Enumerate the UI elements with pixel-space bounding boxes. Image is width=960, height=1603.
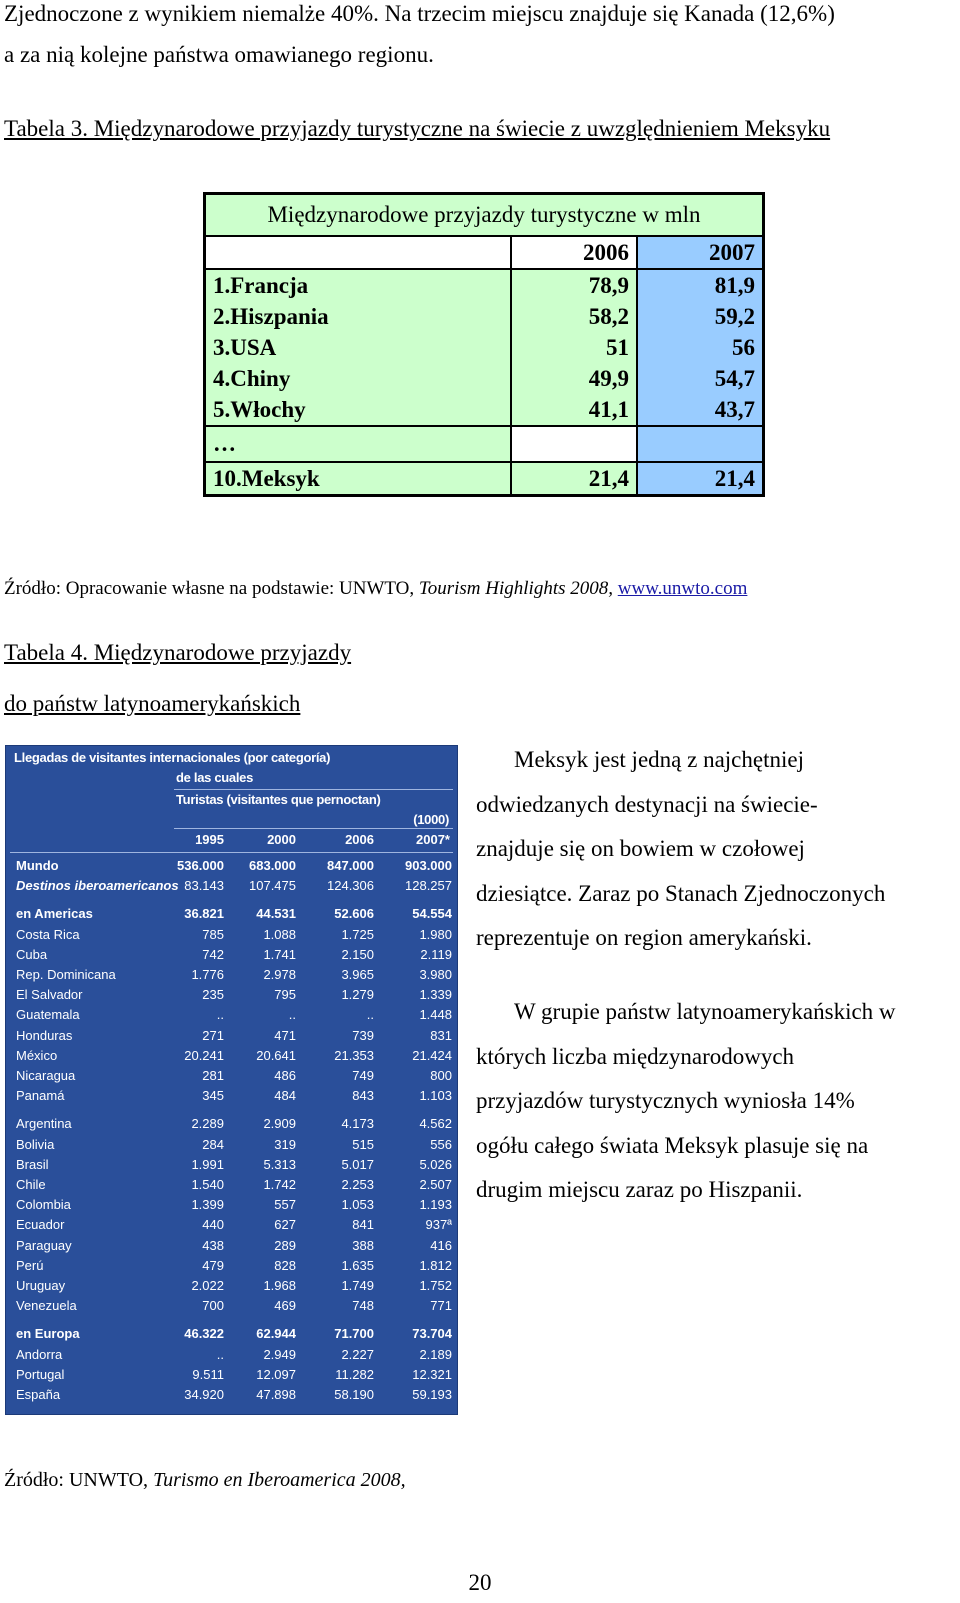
table-row bbox=[6, 1048, 457, 1068]
country-name: Ecuador bbox=[16, 1217, 65, 1233]
value-cell: 1.088 bbox=[263, 926, 296, 942]
country-name: en Americas bbox=[16, 906, 93, 922]
value-cell: 471 bbox=[274, 1027, 296, 1043]
value-cell: 742 bbox=[202, 946, 224, 962]
value-cell: 271 bbox=[202, 1027, 224, 1043]
table3-corner bbox=[205, 236, 512, 269]
table4-unit: (1000) bbox=[413, 812, 449, 827]
table-row bbox=[6, 1278, 457, 1298]
value-cell: 739 bbox=[352, 1027, 374, 1043]
text-line: odwiedzanych destynacji na świecie- bbox=[476, 791, 818, 817]
value-cell: 469 bbox=[274, 1298, 296, 1314]
value-cell: 2.119 bbox=[420, 946, 452, 962]
value-2006: 58,2 bbox=[511, 301, 637, 332]
value-cell: 1.399 bbox=[191, 1197, 224, 1213]
country-name: El Salvador bbox=[16, 987, 83, 1003]
value-cell: 21.424 bbox=[412, 1047, 452, 1063]
country-name: Venezuela bbox=[16, 1298, 77, 1314]
country-name: Brasil bbox=[16, 1156, 49, 1172]
value-cell: 1.339 bbox=[419, 987, 452, 1003]
value-cell: 3.965 bbox=[341, 967, 374, 982]
value-cell: 107.475 bbox=[249, 878, 296, 894]
value-cell: 1.540 bbox=[191, 1177, 224, 1192]
value-cell: 9.511 bbox=[192, 1366, 224, 1382]
value-cell: 843 bbox=[352, 1088, 374, 1104]
country-name: Colombia bbox=[16, 1197, 71, 1213]
source-title: Turismo en Iberoamerica 2008, bbox=[153, 1469, 406, 1491]
side-paragraph-1 bbox=[476, 738, 956, 961]
value-cell: 1.742 bbox=[263, 1177, 296, 1192]
value-cell: 438 bbox=[202, 1237, 224, 1253]
value-2006: 51 bbox=[511, 332, 637, 363]
value-2006: 21,4 bbox=[511, 462, 637, 496]
table-row bbox=[6, 1238, 457, 1258]
text-line: W grupie państw latynoamerykańskich w bbox=[514, 999, 896, 1024]
value-cell: 484 bbox=[274, 1088, 296, 1104]
value-cell: 12.097 bbox=[256, 1366, 296, 1382]
table-row bbox=[6, 1068, 457, 1088]
divider bbox=[174, 789, 453, 790]
table-row-ellipsis bbox=[205, 426, 764, 462]
value-cell: .. bbox=[288, 1007, 296, 1023]
value-cell: 828 bbox=[274, 1257, 296, 1273]
value-cell: 2.978 bbox=[263, 967, 296, 982]
value-cell: 2.150 bbox=[341, 946, 374, 962]
value-cell: 785 bbox=[202, 926, 224, 942]
country-name: Argentina bbox=[16, 1116, 72, 1132]
table3-caption: Tabela 3. Międzynarodowe przyjazdy turystyczne na świecie z uwzględnieniem Meksyku bbox=[4, 116, 831, 141]
country-name: Guatemala bbox=[16, 1007, 80, 1023]
table-row bbox=[6, 1197, 457, 1217]
table-row bbox=[205, 269, 764, 301]
value-cell: 2.507 bbox=[419, 1177, 452, 1192]
value-cell: 1.448 bbox=[419, 1007, 452, 1023]
value-cell: 319 bbox=[274, 1136, 296, 1152]
country-name: Perú bbox=[16, 1257, 44, 1273]
value-cell: 748 bbox=[352, 1298, 374, 1314]
value-cell: 58.190 bbox=[334, 1387, 374, 1402]
country-name: Honduras bbox=[16, 1027, 73, 1043]
ellipsis-cell: … bbox=[205, 426, 512, 462]
country-name: Cuba bbox=[16, 946, 48, 962]
value-cell: 46.322 bbox=[184, 1326, 224, 1342]
country-name: Chile bbox=[16, 1177, 46, 1192]
table4-year: 2006 bbox=[345, 832, 374, 847]
value-2007: 43,7 bbox=[637, 394, 764, 426]
value-cell: 2.227 bbox=[341, 1346, 374, 1362]
value-cell: 440 bbox=[202, 1217, 224, 1233]
table4-caption-line-1: Tabela 4. Międzynarodowe przyjazdy bbox=[4, 640, 352, 665]
divider bbox=[10, 852, 453, 853]
text-line: znajduje się on bowiem w czołowej bbox=[476, 836, 805, 861]
table-row bbox=[205, 332, 764, 363]
empty-cell bbox=[511, 426, 637, 462]
empty-cell bbox=[637, 426, 764, 462]
value-cell: 20.641 bbox=[256, 1047, 296, 1063]
country-name: Destinos iberoamericanos bbox=[16, 878, 179, 894]
country-name: España bbox=[16, 1387, 61, 1402]
text-line: drugim miejscu zaraz po Hiszpanii. bbox=[476, 1177, 803, 1202]
intro-line-1: Zjednoczone z wynikiem niemalże 40%. Na trzecim miejscu znajduje się Kanada (12,6%) bbox=[4, 1, 835, 26]
table-row bbox=[6, 1177, 457, 1197]
text-line: ogółu całego świata Meksyk plasuje się na bbox=[476, 1132, 869, 1158]
source-prefix: Źródło: UNWTO, bbox=[4, 1469, 154, 1491]
country-name: en Europa bbox=[16, 1326, 80, 1342]
source-title: Tourism Highlights 2008, bbox=[418, 578, 613, 599]
value-cell: 1.103 bbox=[419, 1088, 452, 1104]
table-row bbox=[6, 987, 457, 1007]
side-paragraph-2 bbox=[476, 990, 956, 1213]
value-cell: 937ª bbox=[425, 1217, 452, 1233]
text-line: reprezentuje on region amerykański. bbox=[476, 925, 812, 950]
country-name: 5.Włochy bbox=[205, 394, 512, 426]
value-cell: 73.704 bbox=[412, 1326, 452, 1342]
value-cell: 235 bbox=[202, 987, 224, 1003]
value-cell: 345 bbox=[202, 1088, 224, 1104]
table4-source bbox=[4, 1467, 406, 1493]
value-cell: 83.143 bbox=[184, 878, 224, 894]
value-cell: 831 bbox=[430, 1027, 452, 1043]
value-2006: 78,9 bbox=[511, 269, 637, 301]
table4-caption-line-2: do państw latynoamerykańskich bbox=[4, 691, 301, 716]
value-cell: 795 bbox=[274, 987, 296, 1003]
value-cell: 3.980 bbox=[419, 967, 452, 982]
value-cell: 5.313 bbox=[263, 1156, 296, 1172]
value-cell: .. bbox=[216, 1007, 224, 1023]
value-cell: 12.321 bbox=[412, 1366, 452, 1382]
value-cell: 800 bbox=[430, 1068, 452, 1083]
country-name: Uruguay bbox=[16, 1278, 66, 1293]
value-cell: 1.279 bbox=[341, 987, 374, 1003]
value-cell: 2.909 bbox=[263, 1116, 296, 1132]
text-line: których liczba międzynarodowych bbox=[476, 1043, 795, 1069]
value-cell: 1.980 bbox=[419, 926, 452, 942]
country-name: 4.Chiny bbox=[205, 363, 512, 394]
value-cell: 1.741 bbox=[263, 946, 296, 962]
value-cell: 36.821 bbox=[184, 906, 224, 922]
table4-category: Turistas (visitantes que pernoctan) bbox=[176, 792, 381, 807]
value-2007: 21,4 bbox=[637, 462, 764, 496]
value-cell: 1.635 bbox=[341, 1257, 374, 1273]
source-link[interactable]: www.unwto.com bbox=[617, 578, 748, 599]
value-cell: 749 bbox=[352, 1068, 374, 1083]
value-cell: 20.241 bbox=[184, 1047, 224, 1063]
value-cell: 2.289 bbox=[191, 1116, 224, 1132]
value-cell: 627 bbox=[274, 1217, 296, 1233]
country-name: 2.Hiszpania bbox=[205, 301, 512, 332]
country-name: Mundo bbox=[16, 858, 59, 873]
table3-year-2006: 2006 bbox=[511, 236, 637, 269]
value-cell: 1.991 bbox=[191, 1156, 224, 1172]
value-cell: 1.812 bbox=[419, 1257, 452, 1273]
value-cell: 289 bbox=[274, 1237, 296, 1253]
value-cell: 34.920 bbox=[184, 1387, 224, 1402]
value-cell: 1.193 bbox=[419, 1197, 452, 1213]
value-cell: 62.944 bbox=[256, 1326, 296, 1342]
value-cell: 771 bbox=[430, 1298, 452, 1314]
table-row bbox=[6, 1258, 457, 1278]
table4-year: 1995 bbox=[195, 832, 224, 847]
value-cell: 124.306 bbox=[327, 878, 374, 894]
text-line: dziesiątce. Zaraz po Stanach Zjednoczonych bbox=[476, 880, 886, 906]
value-cell: 700 bbox=[202, 1298, 224, 1314]
table-row bbox=[6, 1387, 457, 1407]
value-2007: 54,7 bbox=[637, 363, 764, 394]
divider bbox=[174, 828, 453, 829]
country-name: Andorra bbox=[16, 1346, 63, 1362]
value-cell: 416 bbox=[430, 1237, 452, 1253]
value-cell: 388 bbox=[352, 1237, 374, 1253]
table4-year: 2007* bbox=[416, 832, 450, 847]
table-row bbox=[6, 1028, 457, 1048]
table3-year-2007: 2007 bbox=[637, 236, 764, 269]
table-row bbox=[6, 1088, 457, 1108]
table-row bbox=[6, 1326, 457, 1346]
table-row bbox=[6, 858, 457, 878]
value-2006: 49,9 bbox=[511, 363, 637, 394]
value-cell: 44.531 bbox=[256, 906, 296, 922]
text-line: Meksyk jest jedną z najchętniej bbox=[514, 747, 804, 772]
country-name: 10.Meksyk bbox=[205, 462, 512, 496]
table-row bbox=[6, 1347, 457, 1367]
value-2007: 81,9 bbox=[637, 269, 764, 301]
value-cell: 2.189 bbox=[419, 1346, 452, 1362]
table-row bbox=[205, 394, 764, 426]
value-cell: 5.017 bbox=[341, 1156, 374, 1172]
table-row bbox=[6, 947, 457, 967]
value-cell: 1.752 bbox=[419, 1278, 452, 1293]
value-cell: 11.282 bbox=[335, 1366, 374, 1382]
value-cell: 1.053 bbox=[341, 1197, 374, 1213]
country-name: 1.Francja bbox=[205, 269, 512, 301]
value-cell: 71.700 bbox=[334, 1326, 374, 1342]
value-cell: 841 bbox=[352, 1217, 374, 1233]
value-cell: 4.173 bbox=[341, 1116, 374, 1132]
value-cell: 21.353 bbox=[334, 1047, 374, 1063]
value-cell: 2.949 bbox=[263, 1346, 296, 1362]
table4-subtitle: de las cuales bbox=[176, 770, 254, 785]
value-cell: 556 bbox=[430, 1136, 452, 1152]
table-row bbox=[6, 878, 457, 898]
table-row bbox=[6, 927, 457, 947]
value-cell: 128.257 bbox=[405, 878, 452, 894]
table4-year: 2000 bbox=[267, 832, 296, 847]
value-2007: 56 bbox=[637, 332, 764, 363]
table-row bbox=[6, 1298, 457, 1318]
value-cell: 47.898 bbox=[256, 1387, 296, 1402]
value-cell: 1.968 bbox=[263, 1278, 296, 1293]
country-name: Panamá bbox=[16, 1088, 65, 1104]
table4-title: Llegadas de visitantes internacionales (por categoría) bbox=[14, 750, 331, 765]
value-cell: 479 bbox=[202, 1257, 224, 1273]
table-row bbox=[6, 1157, 457, 1177]
value-cell: 281 bbox=[202, 1068, 224, 1083]
value-cell: 54.554 bbox=[412, 906, 452, 922]
table3-source bbox=[4, 576, 747, 602]
value-cell: 486 bbox=[274, 1068, 296, 1083]
table-row bbox=[205, 363, 764, 394]
text-line: przyjazdów turystycznych wyniosła 14% bbox=[476, 1088, 855, 1113]
value-cell: 1.725 bbox=[341, 926, 374, 942]
table-row bbox=[6, 906, 457, 926]
country-name: Paraguay bbox=[16, 1237, 72, 1253]
country-name: 3.USA bbox=[205, 332, 512, 363]
table4-image bbox=[5, 745, 458, 1415]
value-2007: 59,2 bbox=[637, 301, 764, 332]
value-cell: 557 bbox=[274, 1197, 296, 1213]
country-name: Costa Rica bbox=[16, 926, 80, 942]
country-name: Rep. Dominicana bbox=[16, 967, 116, 982]
value-cell: 536.000 bbox=[177, 858, 224, 873]
table-row bbox=[6, 1137, 457, 1157]
table3-header: Międzynarodowe przyjazdy turystyczne w mln bbox=[205, 194, 764, 237]
value-cell: 284 bbox=[202, 1136, 224, 1152]
country-name: Bolivia bbox=[16, 1136, 55, 1152]
table-row bbox=[205, 462, 764, 496]
value-cell: 683.000 bbox=[249, 858, 296, 873]
value-cell: 52.606 bbox=[334, 906, 374, 922]
value-cell: 1.749 bbox=[341, 1278, 374, 1293]
table-row bbox=[6, 1367, 457, 1387]
source-prefix: Źródło: Opracowanie własne na podstawie: UNWTO, bbox=[4, 578, 419, 599]
value-cell: 903.000 bbox=[405, 858, 452, 873]
value-cell: 515 bbox=[352, 1136, 374, 1152]
value-2006: 41,1 bbox=[511, 394, 637, 426]
country-name: México bbox=[16, 1047, 58, 1063]
table-row bbox=[6, 1116, 457, 1136]
value-cell: 847.000 bbox=[327, 858, 374, 873]
value-cell: .. bbox=[366, 1007, 374, 1023]
table-row bbox=[6, 1007, 457, 1027]
table-row bbox=[6, 967, 457, 987]
table-row bbox=[205, 301, 764, 332]
value-cell: 1.776 bbox=[191, 967, 224, 982]
page-number: 20 bbox=[468, 1570, 492, 1595]
value-cell: 5.026 bbox=[419, 1156, 452, 1172]
value-cell: 59.193 bbox=[412, 1387, 452, 1402]
intro-line-2: a za nią kolejne państwa omawianego regionu. bbox=[4, 42, 434, 67]
value-cell: 2.253 bbox=[341, 1177, 374, 1192]
table-row bbox=[6, 1217, 457, 1237]
value-cell: .. bbox=[216, 1346, 224, 1362]
value-cell: 4.562 bbox=[419, 1116, 452, 1132]
value-cell: 2.022 bbox=[191, 1278, 224, 1293]
country-name: Nicaragua bbox=[16, 1068, 76, 1083]
table3 bbox=[203, 192, 765, 497]
country-name: Portugal bbox=[16, 1366, 65, 1382]
